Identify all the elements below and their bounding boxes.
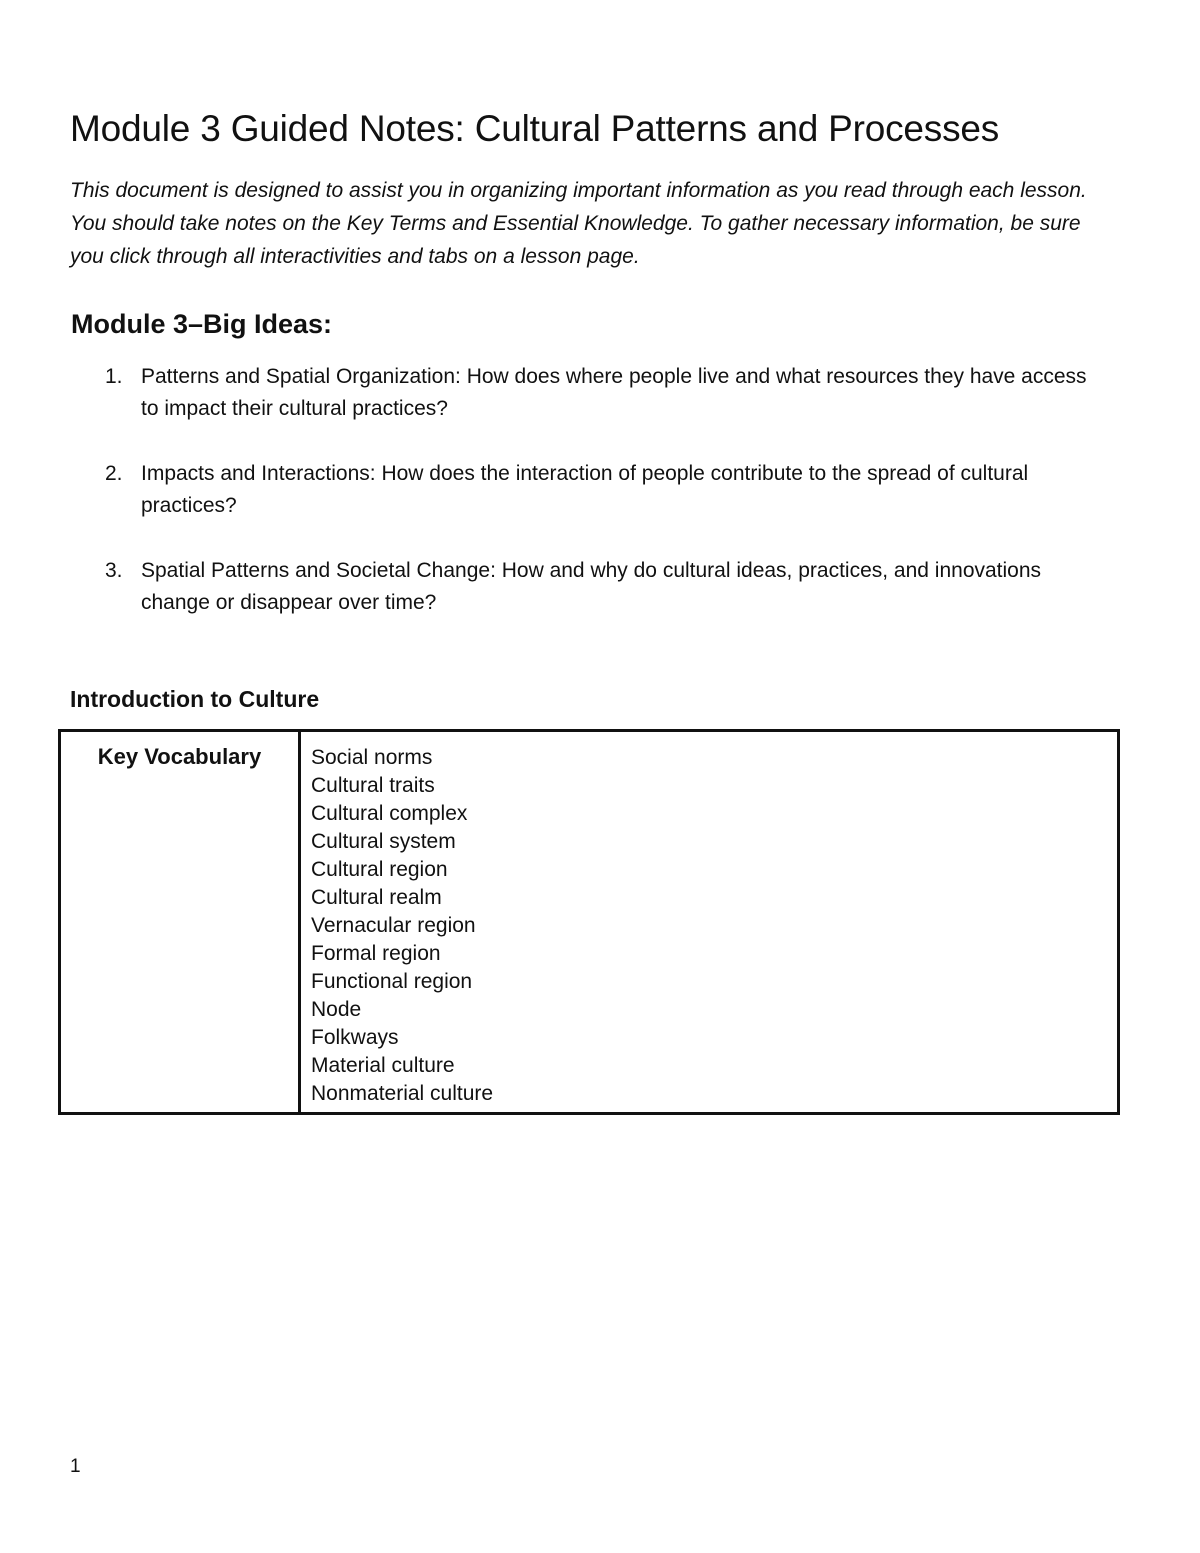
vocab-term: Cultural system — [311, 830, 456, 853]
big-idea-text: Spatial Patterns and Societal Change: How and why do cultural ideas, practices, and innovations change or disappear over time? — [141, 559, 1042, 614]
vocab-term: Nonmaterial culture — [311, 1082, 494, 1105]
big-idea-number: 3. — [105, 559, 123, 582]
big-idea-item — [100, 458, 1090, 522]
big-idea-number: 1. — [105, 365, 123, 388]
big-ideas-heading: Module 3–Big Ideas: — [71, 309, 333, 339]
big-idea-number: 2. — [105, 462, 123, 485]
key-vocabulary-table — [58, 729, 1120, 1115]
page-number: 1 — [70, 1456, 81, 1477]
key-vocabulary-terms — [301, 732, 1117, 1112]
big-idea-item — [100, 555, 1090, 619]
vocab-term: Cultural region — [311, 858, 448, 881]
vocab-term: Formal region — [311, 942, 441, 965]
vocab-term: Cultural complex — [311, 802, 468, 825]
vocab-term: Social norms — [311, 746, 433, 769]
vocab-term: Node — [311, 998, 362, 1021]
big-ideas-list — [100, 361, 1090, 652]
vocab-term: Material culture — [311, 1054, 455, 1077]
page-title: Module 3 Guided Notes: Cultural Patterns and Processes — [70, 108, 1000, 149]
big-idea-item — [100, 361, 1090, 425]
intro-paragraph: This document is designed to assist you in organizing important information as you read through each lesson. You should take notes on the Key Terms and Essential Knowledge. To gather necessary information, be sure you click through all interactivities and tabs on a lesson page. — [70, 179, 1087, 268]
section-heading: Introduction to Culture — [70, 686, 320, 712]
big-idea-text: Patterns and Spatial Organization: How does where people live and what resources they have access to impact their cultural practices? — [141, 365, 1087, 420]
vocab-term: Cultural traits — [311, 774, 435, 797]
vocab-term: Cultural realm — [311, 886, 442, 909]
vocab-term: Folkways — [311, 1026, 399, 1049]
big-idea-text: Impacts and Interactions: How does the interaction of people contribute to the spread of cultural practices? — [141, 462, 1029, 517]
vocab-term: Functional region — [311, 970, 473, 993]
vocab-term: Vernacular region — [311, 914, 476, 937]
key-vocabulary-label: Key Vocabulary — [61, 732, 301, 1112]
